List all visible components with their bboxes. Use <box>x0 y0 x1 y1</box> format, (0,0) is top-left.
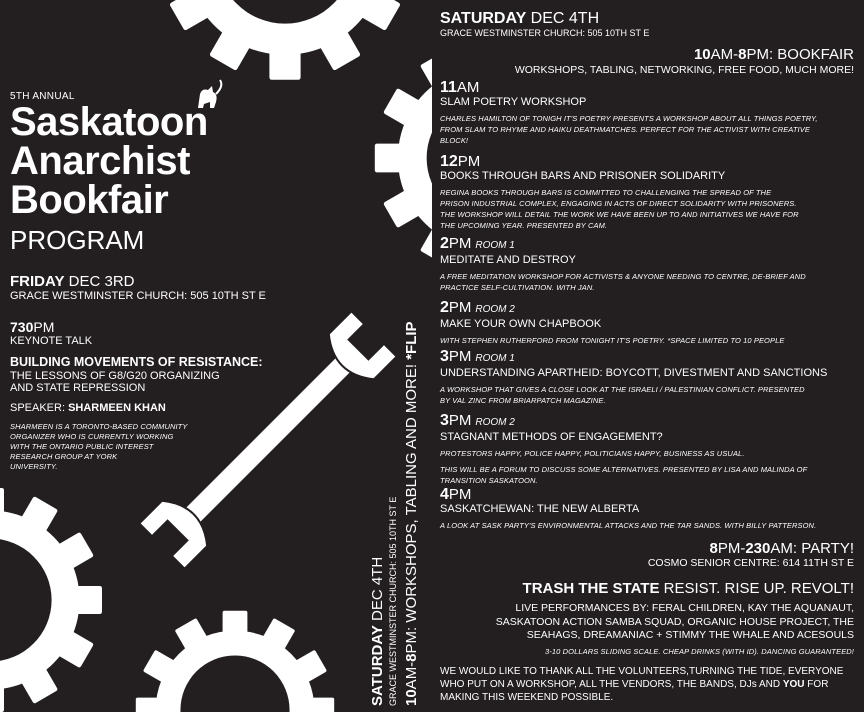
bookfair-time-part: AM- <box>710 46 739 63</box>
event-item <box>440 80 818 146</box>
thanks-line: MAKING THIS WEEKEND POSSIBLE. <box>440 692 614 703</box>
vertical-time-part: 10 <box>403 689 420 706</box>
event-description-line: PRACTICE SELF-CULTIVATION. WITH JAN. <box>440 283 595 292</box>
edition-label: 5TH ANNUAL <box>10 91 75 102</box>
event-description <box>440 384 827 406</box>
keynote-time-number: 730 <box>10 319 34 335</box>
event-description-line: PRISON INDUSTRIAL COMPLEX, ENGAGING IN ACTS OF DIRECT SOLIDARITY WITH PRISONERS. <box>440 199 797 208</box>
event-description-line: A WORKSHOP THAT GIVES A CLOSE LOOK AT THE ISRAELI / PALESTINIAN CONFLICT. PRESENTED <box>440 385 805 394</box>
event-description <box>440 187 799 231</box>
trash-the-state-heading <box>523 580 854 597</box>
vertical-saturday-heading <box>370 557 386 706</box>
saturday-heading <box>440 10 599 28</box>
thanks-text: WHO PUT ON A WORKSHOP, ALL THE VENDORS, THE BANDS, DJs AND <box>440 679 783 690</box>
event-title: BOOKS THROUGH BARS AND PRISONER SOLIDARITY <box>440 170 726 182</box>
program-subtitle: PROGRAM <box>10 225 145 255</box>
event-room: ROOM 2 <box>475 304 515 315</box>
event-room: ROOM 1 <box>475 353 515 364</box>
party-time-part: AM: PARTY! <box>770 540 854 557</box>
party-hours <box>709 540 854 557</box>
saturday-date: DEC 4TH <box>526 10 600 27</box>
trash-rest: RESIST. RISE UP. REVOLT! <box>659 580 854 597</box>
event-title: MAKE YOUR OWN CHAPBOOK <box>440 318 602 330</box>
event-description-line: FROM SLAM TO RHYME AND HAIKU DEATHMATCHES. PERFECT FOR THE ACTIVIST WITH CREATIVE <box>440 125 810 134</box>
talk-subtitle-line: THE LESSONS OF G8/G20 ORGANIZING <box>10 370 220 382</box>
keynote-time <box>10 320 54 335</box>
bookfair-time-part: 8 <box>738 46 747 63</box>
thanks-line <box>440 678 843 691</box>
event-description <box>440 448 807 486</box>
event-description-line: THE WORKSHOP WILL DETAIL THE WORK WE HAVE BEEN UP TO AND INITIATIVES WE HAVE FOR <box>440 210 799 219</box>
bio-line: SHARMEEN IS A TORONTO-BASED COMMUNITY <box>10 422 188 431</box>
performers <box>496 602 854 643</box>
flip-note: *FLIP <box>403 321 420 360</box>
party-time-part: PM- <box>717 540 746 557</box>
event-time <box>440 80 818 96</box>
event-description-line: BY VAL ZINC FROM BRIARPATCH MAGAZINE. <box>440 396 606 405</box>
bookfair-time-part: PM: BOOKFAIR <box>746 46 854 63</box>
talk-subtitle-line: AND STATE REPRESSION <box>10 382 146 394</box>
friday-heading <box>10 274 134 290</box>
performer-line: LIVE PERFORMANCES BY: FERAL CHILDREN, KAY THE AQUANAUT, <box>515 602 854 614</box>
vertical-time-part: PM: WORKSHOPS, TABLING AND MORE! <box>403 359 420 654</box>
event-description-line: TRANSITION SASKATOON. <box>440 476 538 485</box>
friday-location: GRACE WESTMINSTER CHURCH: 505 10TH ST E <box>10 290 266 302</box>
event-description-line: A LOOK AT SASK PARTY'S ENVIRONMENTAL ATTACKS AND THE TAR SANDS. WITH BILLY PATTERSON. <box>440 521 817 530</box>
page-title <box>10 100 208 222</box>
vertical-time-part: AM- <box>403 661 420 690</box>
speaker-line <box>10 402 166 414</box>
price-note: 3-10 DOLLARS SLIDING SCALE. CHEAP DRINKS (WITH ID). DANCING GUARANTEED! <box>545 647 854 656</box>
gear-icon <box>136 611 334 712</box>
event-room: ROOM 2 <box>475 417 515 428</box>
event-time <box>440 236 806 254</box>
event-room: ROOM 1 <box>475 240 515 251</box>
thanks-text: FOR <box>804 679 829 690</box>
event-description-line: WITH STEPHEN RUTHERFORD FROM TONIGHT IT'S POETRY. *SPACE LIMITED TO 10 PEOPLE <box>440 336 785 345</box>
bio-line: WITH THE ONTARIO PUBLIC INTEREST <box>10 442 154 451</box>
keynote-time-suffix: PM <box>33 319 55 335</box>
party-time-part: 8 <box>709 540 718 557</box>
thanks-line: WE WOULD LIKE TO THANK ALL THE VOLUNTEERS,TURNING THE TIDE, EVERYONE <box>440 666 844 677</box>
event-suffix: PM <box>448 348 472 365</box>
event-time <box>440 349 827 367</box>
vertical-hours <box>403 321 421 706</box>
bio-line: ORGANIZER WHO IS CURRENTLY WORKING <box>10 432 174 441</box>
event-item <box>440 300 784 346</box>
vertical-location: GRACE WESTMINSTER CHURCH: 505 10TH ST E <box>388 496 398 706</box>
event-suffix: PM <box>448 412 472 429</box>
party-time-part: 230 <box>745 540 771 557</box>
bio-line: UNIVERSITY. <box>10 462 58 471</box>
event-title: MEDITATE AND DESTROY <box>440 254 576 266</box>
gear-icon <box>160 0 410 80</box>
event-item <box>440 154 799 231</box>
event-hour: 2 <box>440 299 449 316</box>
performer-line: SASKATOON ACTION SAMBA SQUAD, ORGANIC HOUSE PROJECT, THE <box>495 615 854 628</box>
vertical-time-part: 8 <box>403 653 420 662</box>
saturday-location: GRACE WESTMINSTER CHURCH: 505 10TH ST E <box>440 28 650 38</box>
title-line: Bookfair <box>10 178 169 222</box>
speaker-bio <box>10 422 187 472</box>
event-hour: 2 <box>440 235 449 252</box>
friday-date: DEC 3RD <box>64 273 135 290</box>
event-hour: 3 <box>440 348 449 365</box>
event-hour: 12 <box>440 153 458 170</box>
bookfair-description: WORKSHOPS, TABLING, NETWORKING, FREE FOOD, MUCH MORE! <box>514 64 854 76</box>
event-title: STAGNANT METHODS OF ENGAGEMENT? <box>440 431 663 443</box>
event-description-line: A FREE MEDITATION WORKSHOP FOR ACTIVISTS & ANYONE NEEDING TO CENTRE, DE-BRIEF AND <box>440 272 806 281</box>
friday-day: FRIDAY <box>10 273 65 290</box>
talk-subtitle <box>10 370 220 394</box>
keynote-label: KEYNOTE TALK <box>10 335 93 347</box>
event-time <box>440 413 807 431</box>
event-title: UNDERSTANDING APARTHEID: BOYCOTT, DIVESTMENT AND SANCTIONS <box>440 367 828 379</box>
event-title: SASKATCHEWAN: THE NEW ALBERTA <box>440 503 640 515</box>
event-item <box>440 413 807 486</box>
speaker-name: SHARMEEN KHAN <box>68 402 166 414</box>
event-time <box>440 300 784 318</box>
event-suffix: PM <box>448 235 472 252</box>
thanks-you: YOU <box>782 679 805 690</box>
event-description <box>440 271 806 293</box>
bookfair-time-part: 10 <box>693 46 711 63</box>
performer-line: SEAHAGS, DREAMANIAC + STIMMY THE WHALE AND ACESOULS <box>526 629 854 641</box>
event-description-line: THIS WILL BE A FORUM TO DISCUSS SOME ALTERNATIVES. PRESENTED BY LISA AND MALINDA OF <box>440 465 808 474</box>
gear-icon <box>0 488 102 712</box>
event-item <box>440 487 816 531</box>
bookfair-hours <box>694 46 854 63</box>
event-hour: 4 <box>440 486 449 503</box>
title-line: Saskatoon <box>10 100 208 144</box>
event-suffix: AM <box>456 79 480 96</box>
title-line: Anarchist <box>10 139 190 183</box>
bio-line: RESEARCH GROUP AT YORK <box>10 452 118 461</box>
event-description-line: REGINA BOOKS THROUGH BARS IS COMMITTED TO CHALLENGING THE SPREAD OF THE <box>440 188 772 197</box>
event-description-line: CHARLES HAMILTON OF TONIGH IT'S POETRY PRESENTS A WORKSHOP ABOUT ALL THINGS POETRY, <box>440 114 818 123</box>
vertical-date: DEC 4TH <box>369 556 386 626</box>
event-description <box>440 335 784 346</box>
event-time <box>440 154 799 170</box>
event-description <box>440 113 818 146</box>
saturday-day: SATURDAY <box>440 10 527 27</box>
event-suffix: PM <box>457 153 481 170</box>
party-location: COSMO SENIOR CENTRE: 614 11TH ST E <box>647 557 854 569</box>
event-hour: 11 <box>440 79 457 96</box>
vertical-day: SATURDAY <box>369 625 386 706</box>
event-description <box>440 520 816 531</box>
event-suffix: PM <box>448 299 472 316</box>
event-title: SLAM POETRY WORKSHOP <box>440 96 587 108</box>
event-description-line: BLOCK! <box>440 136 469 145</box>
event-description-line: THE UPCOMING YEAR. PRESENTED BY CAM. <box>440 221 608 230</box>
event-hour: 3 <box>440 412 449 429</box>
speaker-label: SPEAKER: <box>10 402 69 414</box>
event-time <box>440 487 816 503</box>
trash-bold: TRASH THE STATE <box>522 580 660 597</box>
event-description-line: PROTESTORS HAPPY, POLICE HAPPY, POLITICIANS HAPPY, BUSINESS AS USUAL. <box>440 449 745 458</box>
event-item <box>440 236 806 293</box>
event-suffix: PM <box>448 486 472 503</box>
talk-title: BUILDING MOVEMENTS OF RESISTANCE: <box>10 355 263 369</box>
thanks-note <box>440 665 843 704</box>
event-item <box>440 349 827 406</box>
